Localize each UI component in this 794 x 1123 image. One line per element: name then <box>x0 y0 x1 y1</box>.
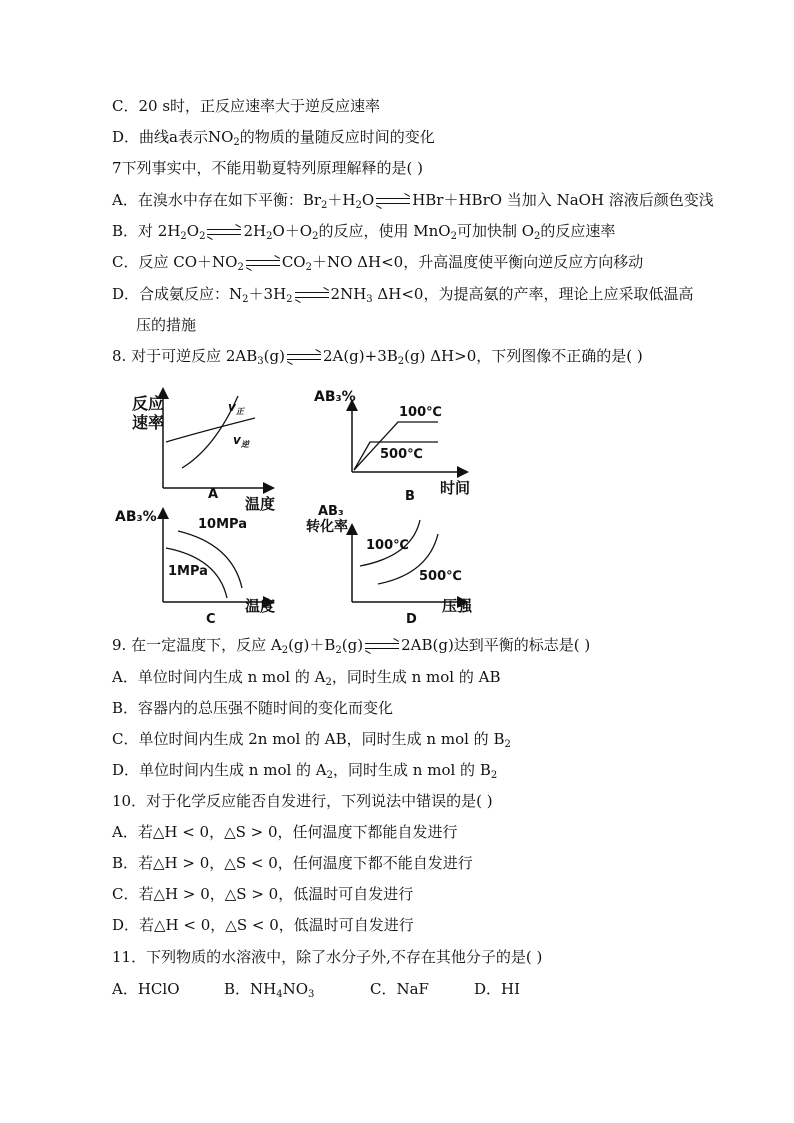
q11-option-b: B．$NH_4NO_3$ <box>224 980 315 1000</box>
q9-option-c: C．单位时间内生成 2n mol 的 AB，同时生成 n mol 的 $B_2$ <box>112 730 511 750</box>
graph-c-xlabel: 温度 <box>245 597 276 615</box>
q9-option-d: D．单位时间内生成 n mol 的 $A_2$，同时生成 n mol 的 $B_2$ <box>112 761 498 781</box>
graph-a-ylabel-2: 速率 <box>132 413 165 432</box>
q11-stem: 11．下列物质的水溶液中，除了水分子外,不存在其他分子的是( ) <box>112 948 543 966</box>
curve-100c <box>354 422 438 470</box>
graph-a-ylabel-1: 反应 <box>132 394 165 413</box>
graph-c-caption: C <box>206 612 216 627</box>
graph-c-label-10mpa: 10MPa <box>198 517 247 532</box>
graph-b-label-500c: 500℃ <box>380 447 423 462</box>
q10-option-a: A．若△H < 0，△S > 0，任何温度下都能自发进行 <box>112 823 458 841</box>
q8-figures <box>0 376 794 636</box>
graph-a <box>132 390 275 513</box>
graph-d-label-500c: 500℃ <box>419 569 462 584</box>
q8-stem: 8. 对于可逆反应 $2AB_3(g)$ $2A(g)+3B_2(g)$ ΔH>0，下列图像不正确的是( ) <box>112 347 643 367</box>
equilibrium-arrow-icon <box>365 640 399 652</box>
graph-b-xlabel: 时间 <box>440 479 471 497</box>
q9-option-a: A．单位时间内生成 n mol 的 $A_2$，同时生成 n mol 的 AB <box>112 668 501 688</box>
curve-10mpa <box>178 531 242 588</box>
graph-c-label-1mpa: 1MPa <box>168 564 208 579</box>
q10-option-d: D．若△H < 0，△S < 0，低温时可自发进行 <box>112 916 414 934</box>
q6-option-c: C．20 s时，正反应速率大于逆反应速率 <box>112 97 381 115</box>
curve-v-reverse <box>166 418 255 442</box>
q11-options <box>112 979 520 999</box>
q10-option-b: B．若△H > 0，△S < 0，任何温度下都不能自发进行 <box>112 854 473 872</box>
equilibrium-arrow-icon <box>246 257 280 269</box>
q11-option-a: A．HClO <box>112 980 180 998</box>
equilibrium-arrow-icon <box>295 289 329 301</box>
graph-a-caption: A <box>208 487 219 502</box>
graph-b-ylabel: AB₃% <box>314 389 356 405</box>
graph-d-ylabel-1: AB₃ <box>318 504 344 519</box>
graph-d-ylabel-2: 转化率 <box>306 519 348 535</box>
graph-d-label-100c: 100℃ <box>366 538 409 553</box>
graph-b-caption: B <box>405 489 415 504</box>
label-v-forward: $v_正$ <box>228 400 244 416</box>
q9-option-b: B．容器内的总压强不随时间的变化而变化 <box>112 699 394 717</box>
graph-d-caption: D <box>406 612 417 627</box>
q10-stem: 10．对于化学反应能否自发进行，下列说法中错误的是( ) <box>112 792 493 810</box>
graph-b-label-100c: 100℃ <box>399 405 442 420</box>
q9-stem: 9. 在一定温度下，反应 $A_2(g)+B_2(g)$ 2AB(g)达到平衡的标志是( ) <box>112 636 591 656</box>
graph-d <box>306 504 473 627</box>
q7-option-d: D．合成氨反应：$N_2+3H_2$ $2NH_3$ ΔH<0，为提高氨的产率，理论上应采取低温高 <box>112 285 694 305</box>
q7-stem: 7下列事实中，不能用勒夏特列原理解释的是( ) <box>112 159 424 177</box>
equilibrium-arrow-icon <box>376 195 410 207</box>
q10-option-c: C．若△H > 0，△S > 0，低温时可自发进行 <box>112 885 414 903</box>
graph-c <box>115 509 275 627</box>
graph-b <box>314 389 470 504</box>
q11-option-c: C．NaF <box>370 980 429 998</box>
graph-c-ylabel: AB₃% <box>115 509 157 525</box>
equilibrium-arrow-icon <box>207 226 241 238</box>
equilibrium-arrow-icon <box>287 351 321 363</box>
graph-d-xlabel: 压强 <box>442 597 473 615</box>
label-v-reverse: $v_逆$ <box>233 433 249 449</box>
q7-option-d-continued: 压的措施 <box>136 316 197 334</box>
q7-option-a: A．在溴水中存在如下平衡：$Br_2+H_2O$ HBr＋HBrO 当加入 NaOH 溶液后颜色变浅 <box>112 191 714 211</box>
q7-option-c: C．反应 $CO+NO_2$ $CO_2+NO$ ΔH<0，升高温度使平衡向逆反应方向移动 <box>112 253 644 273</box>
graph-a-xlabel: 温度 <box>245 495 276 513</box>
q7-option-b: B．对 $2H_2O_2$ $2H_2O+O_2$的反应，使用 MnO$_2$可加快制 $O_2$的反应速率 <box>112 222 616 242</box>
q6-option-d: D．曲线a表示$NO_2$的物质的量随反应时间的变化 <box>112 128 435 148</box>
q11-option-d: D．HI <box>474 980 521 998</box>
